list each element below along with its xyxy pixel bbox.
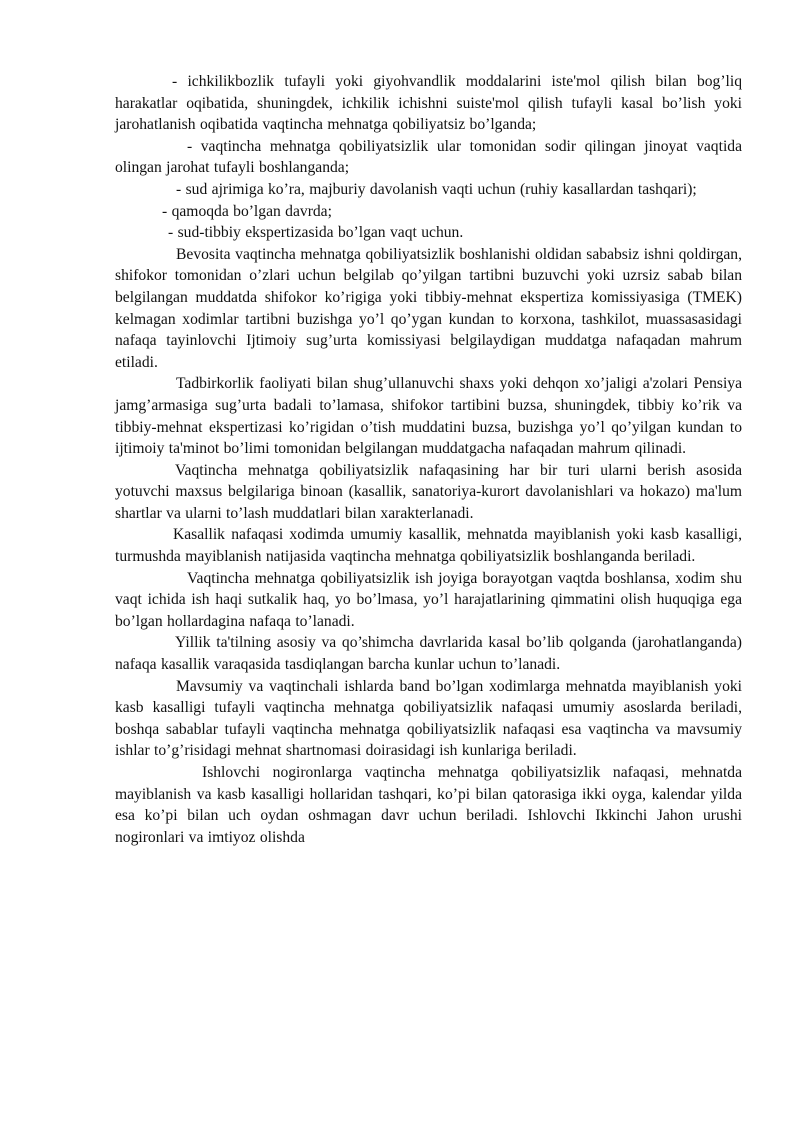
list-item-alcohol-drugs: - ichkilikbozlik tufayli yoki giyohvandlik moddalarini iste'mol qilish bilan bog’liq harakatlar oqibatida, shuningdek, ichkilik ichishni suiste'mol qilish tufayli kasal bo’lish yoki jarohatlanish oqibatida vaqtincha mehnatga qobiliyatsiz bo’lganda; [115, 73, 742, 134]
paragraph-benefit-deprivation: Bevosita vaqtincha mehnatga qobiliyatsizlik boshlanishi oldidan sababsiz ishni qoldirgan, shifokor tomonidan o’zlari uchun belgilab qo’yilgan tartibni buzuvchi yoki uzrsiz sabab bilan belgilangan muddatda shifokor ko’rigiga yoki tibbiy-mehnat ekspertiza komissiyasiga (TMEK) kelmagan xodimlar tartibni buzishga yo’l qo’ygan kundan to korxona, tashkilot, muassasasidagi nafaqa tayinlovchi Ijtimoiy sug’urta komissiyasi belgilaydigan muddatga nafaqadan mahrum etiladi. [115, 245, 742, 371]
list-item-court-treatment: - sud ajrimiga ko’ra, majburiy davolanish vaqti uchun (ruhiy kasallardan tashqari); [176, 180, 697, 198]
paragraph-sickness-benefit: Kasallik nafaqasi xodimda umumiy kasallik, mehnatda mayiblanish yoki kasb kasalligi, turmushda mayiblanish natijasida vaqtincha mehnatga qobiliyatsizlik boshlanganda beriladi. [115, 526, 742, 566]
document-page [115, 71, 742, 848]
paragraph-commute-incapacity: Vaqtincha mehnatga qobiliyatsizlik ish joyiga borayotgan vaqtda boshlansa, xodim shu vaqt ichida ish haqi sutkalik haq, yo bo’lmasa, yo’l harajatlarining qimmatini olish huquqiga ega bo’lgan hollardagina nafaqa to’lanadi. [115, 569, 742, 630]
paragraph-seasonal-work: Mavsumiy va vaqtinchali ishlarda band bo’lgan xodimlarga mehnatda mayiblanish yoki kasb kasalligi tufayli vaqtincha mehnatga qobiliyatsizlik nafaqasi umumiy asoslarda beriladi, boshqa sabablar tufayli vaqtincha mehnatga qobiliyatsizlik nafaqasi esa vaqtincha va mavsumiy ishlar to’g’risidagi mehnat shartnomasi doirasidagi ish kunlariga beriladi. [115, 677, 742, 760]
paragraph-benefit-types: Vaqtincha mehnatga qobiliyatsizlik nafaqasining har bir turi ularni berish asosida yotuvchi maxsus belgilariga binoan (kasallik, sanatoriya-kurort davolanishlari va hokazo) ma'lum shartlar va ularni to’lash muddatlari bilan xarakterlanadi. [115, 461, 742, 522]
list-item-forensic-expertise: - sud-tibbiy ekspertizasida bo’lgan vaqt uchun. [168, 224, 464, 242]
paragraph-disabled-workers: Ishlovchi nogironlarga vaqtincha mehnatga qobiliyatsizlik nafaqasi, mehnatda mayiblanish va kasb kasalligi hollaridan tashqari, ko’pi bilan qatorasiga ikki oyga, kalendar yilda esa ko’pi bilan uch oydan oshmagan davr uchun beriladi. Ishlovchi Ikkinchi Jahon urushi nogironlari va imtiyoz olishda [115, 764, 742, 846]
list-item-crime-injury: - vaqtincha mehnatga qobiliyatsizlik ular tomonidan sodir qilingan jinoyat vaqtida olingan jarohat tufayli boshlanganda; [115, 137, 742, 177]
paragraph-entrepreneurs: Tadbirkorlik faoliyati bilan shug’ullanuvchi shaxs yoki dehqon xo’jaligi a'zolari Pensiya jamg’armasiga sug’urta badali to’lamasa, shifokor tartibini buzsa, shuningdek, tibbiy ko’rik va tibbiy-mehnat ekspertizasi ko’rigidan o’tish muddatini buzsa, buzishga yo’l qo’yilgan kundan to ijtimoiy ta'minot bo’limi tomonidan belgilangan muddatgacha nafaqadan mahrum qilinadi. [115, 375, 742, 458]
paragraph-annual-leave: Yillik ta'tilning asosiy va qo’shimcha davrlarida kasal bo’lib qolganda (jarohatlanganda) nafaqa kasallik varaqasida tasdiqlangan barcha kunlar uchun to’lanadi. [115, 634, 742, 674]
list-item-detention: - qamoqda bo’lgan davrda; [162, 202, 332, 220]
